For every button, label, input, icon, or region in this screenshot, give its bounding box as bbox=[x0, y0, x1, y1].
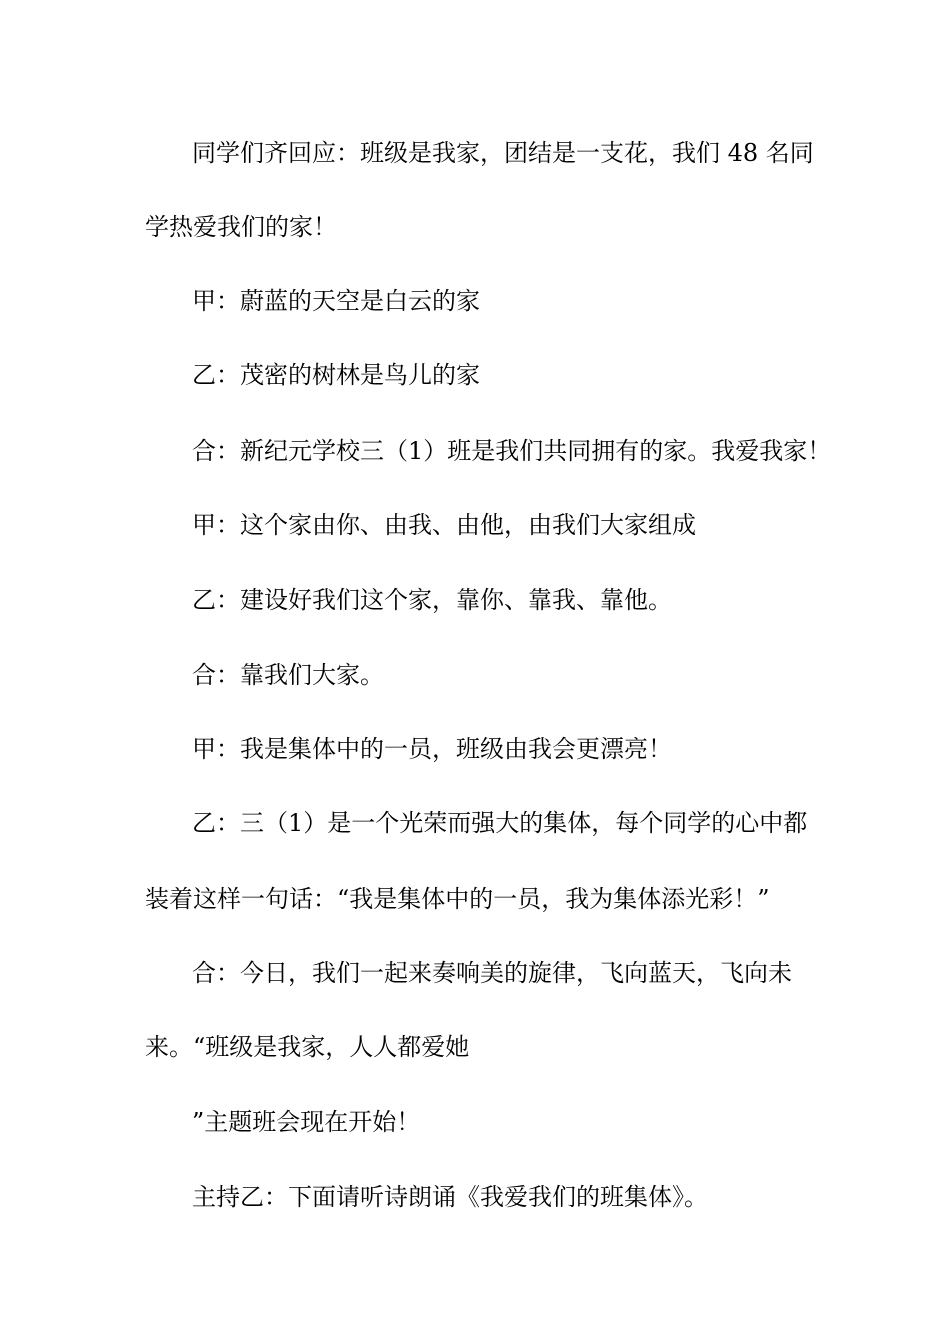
paragraph-line: 合：今日，我们一起来奏响美的旋律，飞向蓝天，飞向未 bbox=[192, 959, 792, 987]
paragraph-line: 合：靠我们大家。 bbox=[192, 661, 384, 689]
paragraph-line: 来。“班级是我家，人人都爱她 bbox=[145, 1033, 470, 1061]
paragraph-line: 甲：这个家由你、由我、由他，由我们大家组成 bbox=[192, 511, 696, 539]
paragraph-line: 装着这样一句话：“我是集体中的一员，我为集体添光彩！” bbox=[145, 885, 770, 913]
paragraph-line: 甲：蔚蓝的天空是白云的家 bbox=[192, 287, 480, 315]
paragraph-line: 学热爱我们的家！ bbox=[145, 213, 337, 241]
paragraph-line: 乙：茂密的树林是鸟儿的家 bbox=[192, 361, 480, 389]
paragraph-line: ”主题班会现在开始！ bbox=[192, 1108, 421, 1136]
paragraph-line: 合：新纪元学校三（1）班是我们共同拥有的家。我爱我家！ bbox=[192, 437, 832, 465]
paragraph-line: 同学们齐回应：班级是我家，团结是一支花，我们 48 名同 bbox=[192, 139, 814, 167]
paragraph-line: 乙：建设好我们这个家，靠你、靠我、靠他。 bbox=[192, 586, 672, 614]
paragraph-line: 甲：我是集体中的一员，班级由我会更漂亮！ bbox=[192, 735, 672, 763]
paragraph-line: 主持乙：下面请听诗朗诵《我爱我们的班集体》。 bbox=[192, 1183, 708, 1211]
paragraph-line: 乙：三（1）是一个光荣而强大的集体，每个同学的心中都 bbox=[192, 809, 808, 837]
